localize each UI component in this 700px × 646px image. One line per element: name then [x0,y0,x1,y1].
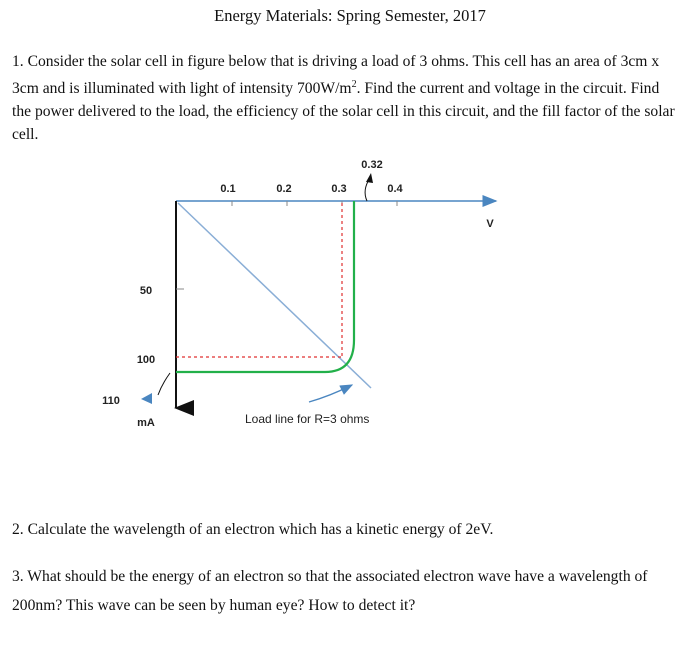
x-tick-label: 0.3 [331,183,347,195]
isc-pointer-head [141,393,152,404]
x-tick-label: 0.1 [220,183,236,195]
x-tick-label: 0.4 [387,183,403,195]
question-1-text-b: . Find the current and voltage in the circuit. Find the power delivered to the load, the efficiency of the solar cell in this circuit, and the fill factor of the solar cell. [12,80,675,144]
voc-pointer-head [366,173,373,183]
y-label-50: 50 [139,285,153,297]
load-line-pointer [309,385,352,402]
y-label-110: 110 [102,395,120,407]
x-axis-unit: V [486,218,494,230]
question-2: 2. Calculate the wavelength of an electron which has a kinetic energy of 2eV. [12,521,494,538]
question-3: 3. What should be the energy of an electron so that the associated electron wave have a wavelength of 200nm? This wave can be seen by human eye? How to detect it? [12,568,648,614]
question-1-text-a: 1. Consider the solar cell in figure below that is driving a load of 3 ohms. This cell has an area of 3cm x 3cm and is illuminated with light of intensity 700W/m [12,53,660,98]
load-line-label: Load line for R=3 ohms [245,412,370,426]
y-label-100: 100 [136,354,156,366]
y-axis-unit: mA [137,417,155,429]
isc-pointer [158,373,170,395]
question-1-superscript: 2 [351,79,357,90]
page-title: Energy Materials: Spring Semester, 2017 [214,6,486,25]
x-tick-label: 0.2 [276,183,292,195]
voc-label: 0.32 [361,159,383,171]
